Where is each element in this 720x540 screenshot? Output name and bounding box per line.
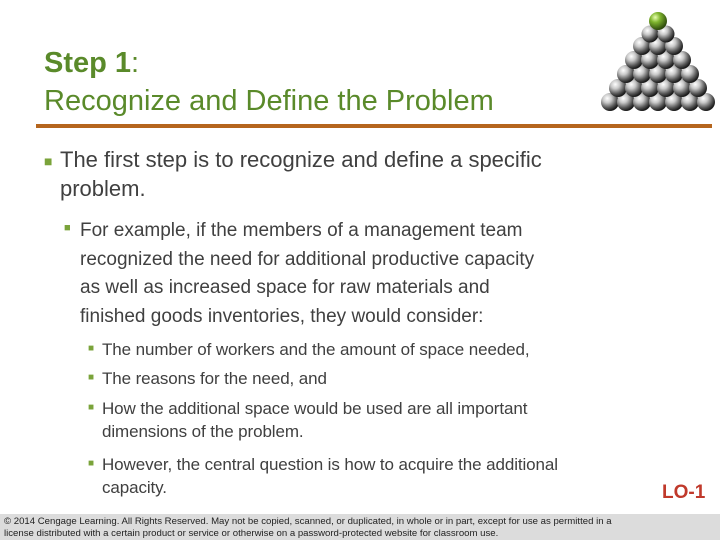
bullet-l3-item3-line2: dimensions of the problem. — [102, 422, 304, 441]
title-divider — [36, 124, 712, 128]
square-bullet-icon: ■ — [88, 372, 95, 383]
square-bullet-icon: ■ — [88, 458, 95, 469]
bullet-l3-item3-line1: How the additional space would be used are all important — [102, 399, 528, 418]
learning-objective-label: LO-1 — [662, 482, 706, 503]
bullet-l3-item4-line1: However, the central question is how to acquire the additional — [102, 455, 558, 474]
bullet-l1-line1: The first step is to recognize and define a specific — [60, 147, 542, 172]
bullet-l2-line3: as well as increased space for raw materials and — [80, 277, 490, 298]
square-bullet-icon: ■ — [88, 343, 95, 354]
square-bullet-icon: ■ — [88, 402, 95, 413]
bullet-l1-line2: problem. — [60, 176, 146, 201]
green-sphere — [649, 12, 667, 30]
bullet-l2-line2: recognized the need for additional productive capacity — [80, 249, 535, 270]
bullet-l2-line4: finished goods inventories, they would consider: — [80, 306, 484, 327]
slide-title — [44, 44, 494, 120]
bullet-l3-item2: The reasons for the need, and — [102, 369, 327, 388]
bullet-l3-item4-line2: capacity. — [102, 478, 167, 497]
title-step: Step 1 — [44, 47, 132, 79]
copyright-footer — [0, 514, 720, 540]
footer-line2: license distributed with a certain product or service or otherwise on a password-protected website for classroom use. — [4, 528, 499, 539]
bullet-l3-item1: The number of workers and the amount of space needed, — [102, 340, 530, 359]
title-colon: : — [131, 47, 140, 79]
bullet-l2-line1: For example, if the members of a management team — [80, 220, 523, 241]
footer-line1: © 2014 Cengage Learning. All Rights Reserved. May not be copied, scanned, or duplicated, in whole or in part, except for use as permitted in a — [4, 516, 612, 527]
square-bullet-icon: ■ — [64, 222, 71, 234]
sphere-pyramid-icon — [596, 10, 716, 120]
title-subtitle: Recognize and Define the Problem — [44, 85, 494, 117]
square-bullet-icon: ■ — [44, 153, 53, 169]
